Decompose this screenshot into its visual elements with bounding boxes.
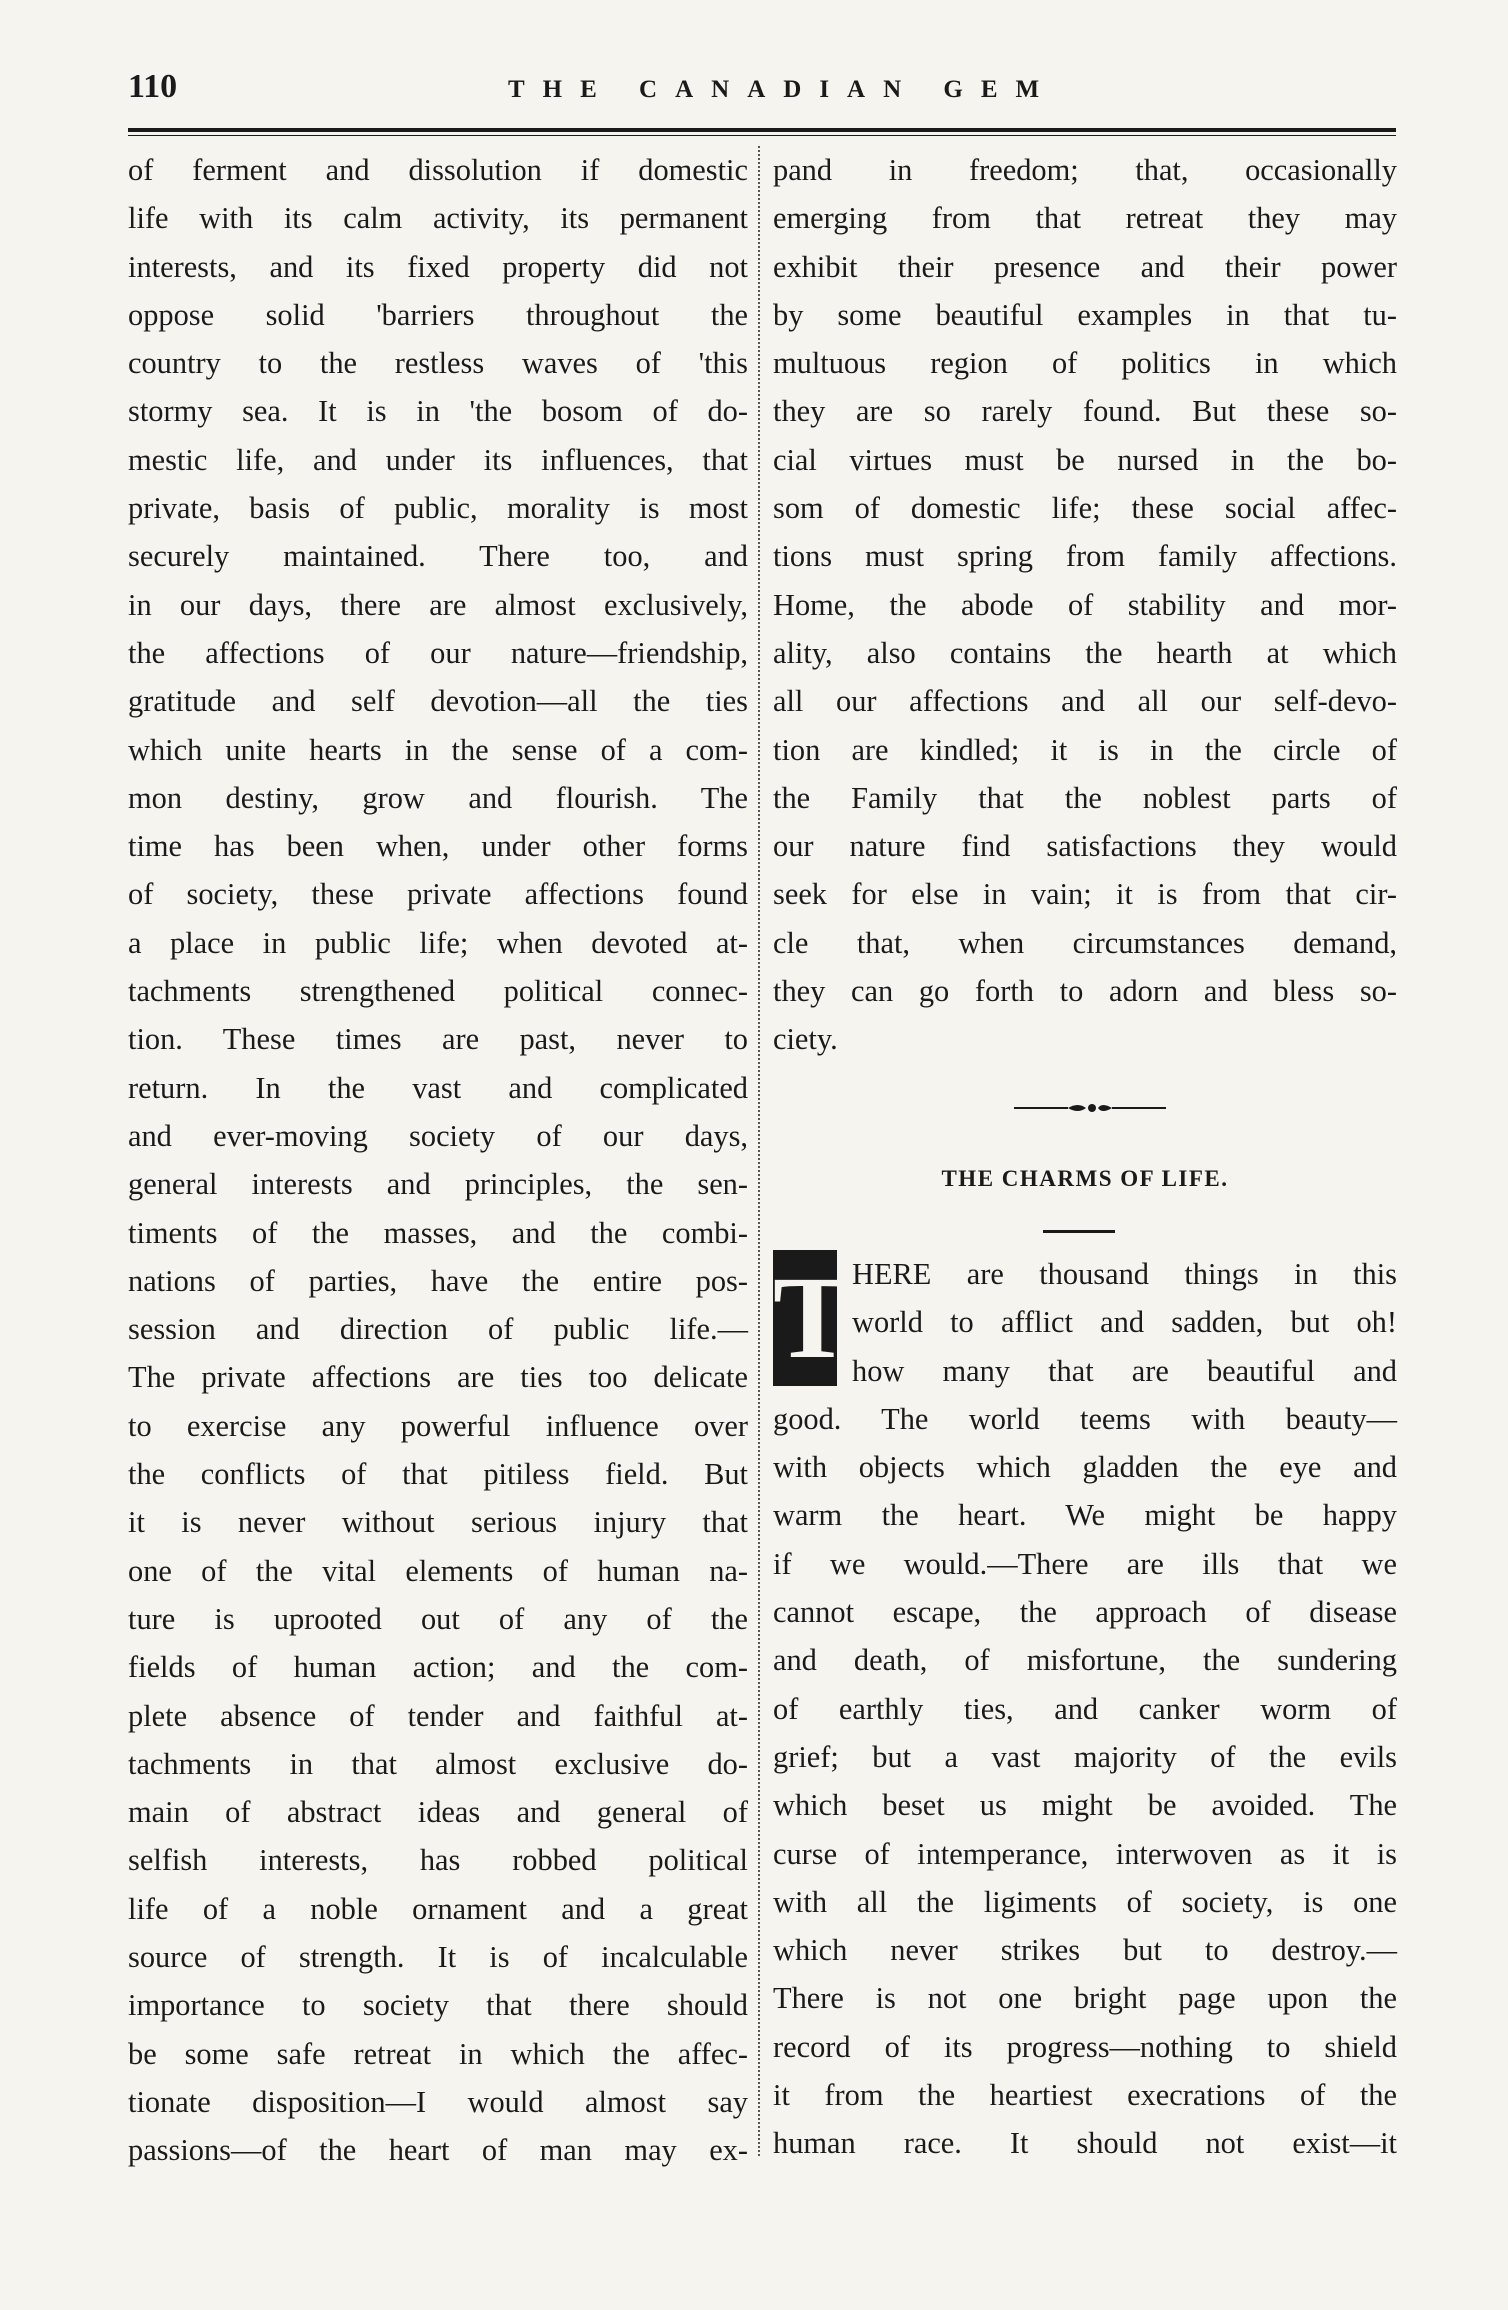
text-line: tachments strengthened political connec- xyxy=(128,974,748,1009)
text-line: Home, the abode of stability and mor- xyxy=(773,587,1397,622)
drop-cap-letter: T xyxy=(773,1250,837,1386)
text-line: multuous region of politics in which xyxy=(773,346,1397,381)
header-rule xyxy=(128,128,1396,136)
ornament-divider xyxy=(1010,1098,1170,1118)
text-line: it from the heartiest execrations of the xyxy=(773,2078,1397,2113)
text-line: which beset us might be avoided. The xyxy=(773,1788,1397,1823)
text-line: exhibit their presence and their power xyxy=(773,249,1397,284)
text-line: all our affections and all our self-devo- xyxy=(773,684,1397,719)
text-line: warm the heart. We might be happy xyxy=(773,1498,1397,1533)
running-head xyxy=(128,66,1388,126)
text-line: selfish interests, has robbed political xyxy=(128,1843,748,1878)
text-line: tions must spring from family affections. xyxy=(773,539,1397,574)
text-line: oppose solid 'barriers throughout the xyxy=(128,297,748,332)
first-line-text: are thousand things in this xyxy=(966,1257,1397,1291)
text-line: of earthly ties, and canker worm of xyxy=(773,1691,1397,1726)
text-line: ture is uprooted out of any of the xyxy=(128,1601,748,1636)
text-line: source of strength. It is of incalculable xyxy=(128,1939,748,1974)
text-line: the conflicts of that pitiless field. But xyxy=(128,1457,748,1492)
text-line: tion. These times are past, never to xyxy=(128,1022,748,1057)
text-line: private, basis of public, morality is most xyxy=(128,491,748,526)
text-line: of society, these private affections found xyxy=(128,877,748,912)
text-line: and ever-moving society of our days, xyxy=(128,1118,748,1153)
text-line: general interests and principles, the sen- xyxy=(128,1167,748,1202)
text-line: pand in freedom; that, occasionally xyxy=(773,153,1397,187)
text-line: tachments in that almost exclusive do- xyxy=(128,1746,748,1781)
right-column-text xyxy=(773,146,1397,1064)
journal-title: THE CANADIAN GEM xyxy=(508,76,1058,103)
text-line: cle that, when circumstances demand, xyxy=(773,925,1397,960)
text-line: they are so rarely found. But these so- xyxy=(773,394,1397,429)
text-line: to exercise any powerful influence over xyxy=(128,1408,748,1443)
text-line: fields of human action; and the com- xyxy=(128,1650,748,1685)
text-line: a place in public life; when devoted at- xyxy=(128,925,748,960)
text-line: with objects which gladden the eye and xyxy=(773,1450,1397,1485)
left-column-text xyxy=(128,146,748,2174)
column-divider xyxy=(758,146,760,2156)
text-line: seek for else in vain; it is from that cir- xyxy=(773,877,1397,912)
text-line: one of the vital elements of human na- xyxy=(128,1553,748,1588)
text-line: tionate disposition—I would almost say xyxy=(128,2084,748,2119)
text-line: with all the ligiments of society, is one xyxy=(773,1884,1397,1919)
text-line: The private affections are ties too delicate xyxy=(128,1360,748,1395)
text-line: life with its calm activity, its permanent xyxy=(128,201,748,236)
text-line: country to the restless waves of 'this xyxy=(128,346,748,381)
text-line: in our days, there are almost exclusively, xyxy=(128,587,748,622)
text-line: by some beautiful examples in that tu- xyxy=(773,297,1397,332)
text-line: how many that are beautiful and xyxy=(852,1353,1397,1388)
text-line: main of abstract ideas and general of xyxy=(128,1795,748,1830)
section-body-text xyxy=(773,1250,1397,2168)
text-line: gratitude and self devotion—all the ties xyxy=(128,684,748,719)
text-line: nations of parties, have the entire pos- xyxy=(128,1263,748,1298)
text-line: passions—of the heart of man may ex- xyxy=(128,2133,748,2168)
text-line: and death, of misfortune, the sundering xyxy=(773,1643,1397,1678)
text-line: grief; but a vast majority of the evils xyxy=(773,1739,1397,1774)
text-line: if we would.—There are ills that we xyxy=(773,1546,1397,1581)
text-line: our nature find satisfactions they would xyxy=(773,829,1397,864)
text-line: tion are kindled; it is in the circle of xyxy=(773,732,1397,767)
text-line: which never strikes but to destroy.— xyxy=(773,1933,1397,1968)
text-line: they can go forth to adorn and bless so- xyxy=(773,974,1397,1009)
text-line: ality, also contains the hearth at which xyxy=(773,635,1397,670)
text-line: return. In the vast and complicated xyxy=(128,1070,748,1105)
text-line: good. The world teems with beauty— xyxy=(773,1401,1397,1436)
page-number: 110 xyxy=(128,68,178,105)
text-line: There is not one bright page upon the xyxy=(773,1981,1397,2016)
text-line: be some safe retreat in which the affec- xyxy=(128,2036,748,2071)
text-line: stormy sea. It is in 'the bosom of do- xyxy=(128,394,748,429)
text-line: mestic life, and under its influences, that xyxy=(128,442,748,477)
text-line: cial virtues must be nursed in the bo- xyxy=(773,442,1397,477)
text-line xyxy=(773,1250,1397,1298)
text-line: human race. It should not exist—it xyxy=(773,2126,1397,2161)
text-line: curse of intemperance, interwoven as it is xyxy=(773,1836,1397,1871)
text-line: ciety. xyxy=(773,1022,838,1057)
text-line: session and direction of public life.— xyxy=(128,1312,748,1347)
text-line: world to afflict and sadden, but oh! xyxy=(852,1305,1397,1340)
text-line: time has been when, under other forms xyxy=(128,829,748,864)
text-line: timents of the masses, and the combi- xyxy=(128,1215,748,1250)
title-rule xyxy=(1043,1230,1115,1233)
text-line: som of domestic life; these social affec- xyxy=(773,491,1397,526)
text-line: which unite hearts in the sense of a com- xyxy=(128,732,748,767)
text-line: emerging from that retreat they may xyxy=(773,201,1397,236)
text-line: plete absence of tender and faithful at- xyxy=(128,1698,748,1733)
text-line: securely maintained. There too, and xyxy=(128,539,748,574)
text-line: cannot escape, the approach of disease xyxy=(773,1595,1397,1630)
text-line: record of its progress—nothing to shield xyxy=(773,2029,1397,2064)
text-line: it is never without serious injury that xyxy=(128,1505,748,1540)
text-line: interests, and its fixed property did not xyxy=(128,249,748,284)
text-line: life of a noble ornament and a great xyxy=(128,1891,748,1926)
text-line: of ferment and dissolution if domestic xyxy=(128,153,748,187)
text-line: the affections of our nature—friendship, xyxy=(128,635,748,670)
text-line: the Family that the noblest parts of xyxy=(773,780,1397,815)
first-word-smallcaps: HERE xyxy=(852,1257,932,1291)
text-line: mon destiny, grow and flourish. The xyxy=(128,780,748,815)
text-line: importance to society that there should xyxy=(128,1988,748,2023)
section-title: THE CHARMS OF LIFE. xyxy=(941,1166,1229,1191)
